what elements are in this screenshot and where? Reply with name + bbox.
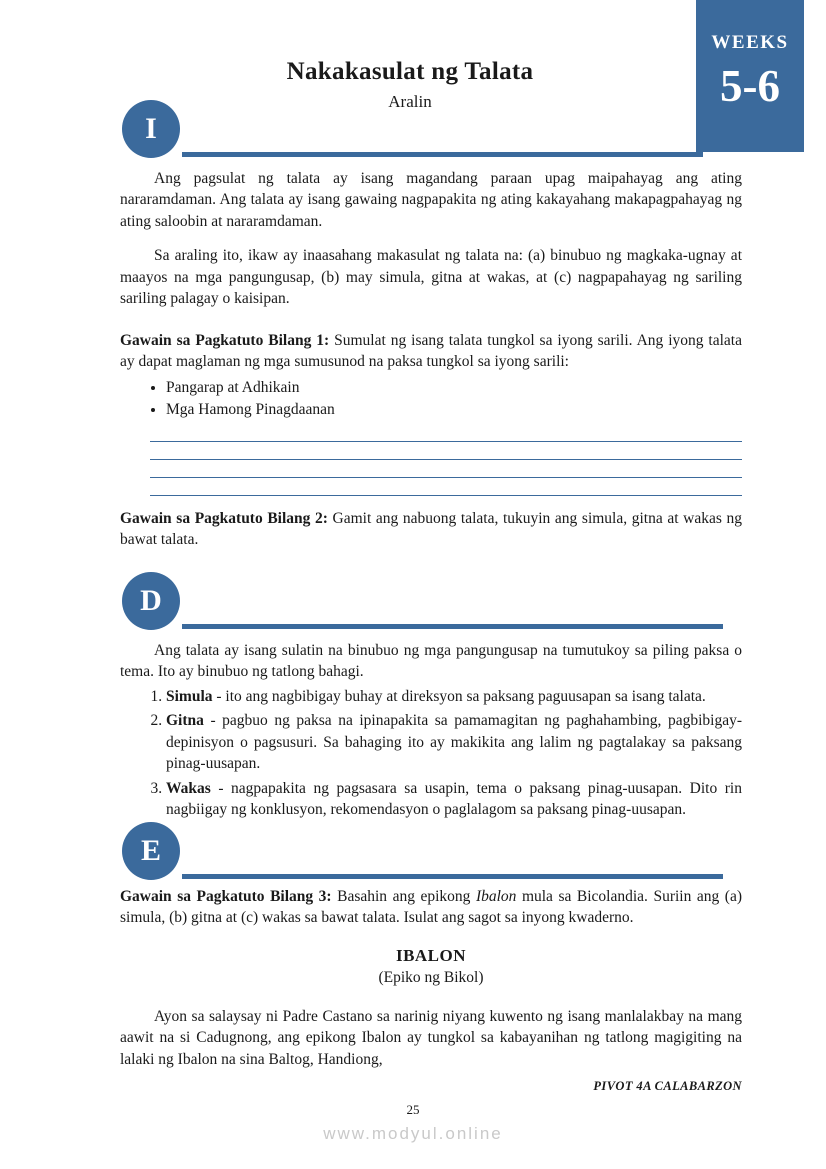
development-ordered-list [120,686,742,820]
section-rule-engagement [182,874,723,879]
task-3-text-after: mula sa Bicolandia. Suriin ang (a) simula, (b) gitna at (c) wakas sa bawat talata. Isulat ang sagot sa inyong kwaderno. [120,888,742,927]
development-term: Simula [166,688,213,705]
answer-line[interactable] [150,460,742,478]
development-definition: - ito ang nagbibigay buhay at direksyon sa paksang paguusapan sa isang talata. [212,688,706,705]
section-rule-development [182,624,723,629]
ibalon-paragraph-1: Ayon sa salaysay ni Padre Castano sa narinig niyang kuwento ng isang manlalakbay na mang aawit na si Cadugnong, ang epikong Ibalon ay tungkol sa kabayanihan ng tatlong magigiting na lalaki ng Ibalon na sina Baltog, Handiong, [120,1008,742,1068]
task-3-text-before: Basahin ang epikong [331,888,476,905]
task-3-italic-term: Ibalon [475,888,517,905]
task-1-text: Sumulat ng isang talata tungkol sa iyong sarili. Ang iyong talata ay dapat maglaman ng mga sumusunod na paksa tungkol sa iyong sarili: [120,332,742,371]
task-3-block [120,886,742,929]
weeks-label: WEEKS [711,32,789,53]
watermark: www.modyul.online [323,1124,503,1143]
development-term: Wakas [166,779,211,797]
ibalon-body [120,1006,742,1070]
page-title-block [120,58,700,112]
development-intro-paragraph: Ang talata ay isang sulatin na binubuo ng mga pangungusap na tumutukoy sa piling paksa o tema. Ito ay binubuo ng tatlong bahagi. [120,642,742,681]
development-definition: - pagbuo ng paksa na ipinapakita sa pamamagitan ng paghahambing, pagbibigay-depinisyon o pagsusuri. Sa bahaging ito ay makikita ang lalim ng pagtalakay sa paksang pinag-uusapan. [166,712,742,773]
task-1-block [120,330,742,422]
list-item [166,686,742,707]
list-item: • Mga Hamong Pinagdaanan [166,399,742,420]
footer-note: PIVOT 4A CALABARZON [593,1079,742,1093]
task-1-bullet-list [120,377,742,421]
page-subtitle: Aralin [388,92,432,111]
ibalon-subtitle: (Epiko ng Bikol) [378,969,484,987]
section-marker-introduction: I [122,100,180,158]
answer-lines[interactable] [150,424,742,496]
task-2-instruction [120,508,742,551]
introduction-paragraph-2: Sa araling ito, ikaw ay inaasahang makasulat ng talata na: (a) binubuo ng magkaka-ugnay at maayos na mga pangungusap, (b) may simula, gitna at wakas, at (c) nagpapahayag ng sariling sariling palagay o kaisipan. [120,247,742,307]
list-item [166,710,742,774]
list-item [166,778,742,821]
development-definition: - nagpapakita ng pagsasara sa usapin, tema o paksang pinag-uusapan. Dito rin nagbiigay ng konklusyon, rekomendasyon o paglalagom sa paksang pinag-uusapan. [166,779,742,818]
task-3-label: Gawain sa Pagkatuto Bilang 3: [120,888,332,905]
development-intro [120,640,742,693]
task-2-label: Gawain sa Pagkatuto Bilang 2: [120,510,328,527]
task-1-instruction [120,330,742,373]
task-1-label: Gawain sa Pagkatuto Bilang 1: [120,332,330,349]
weeks-range: 5-6 [720,61,780,111]
development-list-block [120,686,742,823]
development-term: Gitna [166,712,204,730]
task-2-text: Gamit ang nabuong talata, tukuyin ang simula, gitna at wakas ng bawat talata. [120,510,742,549]
answer-line[interactable] [150,442,742,460]
page-number: 25 [406,1102,420,1117]
list-item: • Pangarap at Adhikain [166,377,742,398]
page-title: Nakakasulat ng Talata [286,58,534,85]
task-3-instruction [120,886,742,929]
introduction-text [120,168,742,322]
section-rule-introduction [182,152,703,157]
weeks-badge [696,0,804,152]
answer-line[interactable] [150,424,742,442]
ibalon-title: IBALON [395,946,467,965]
answer-line[interactable] [150,478,742,496]
task-2-block [120,508,742,551]
section-marker-development: D [122,572,180,630]
section-marker-engagement: E [122,822,180,880]
introduction-paragraph-1: Ang pagsulat ng talata ay isang magandang paraan upag maipahayag ang ating nararamdaman. Ang talata ay isang gawaing nagpapakita ng ating kakayahang makapagpahayag ng ating saloobin at nararamdaman. [120,170,742,230]
ibalon-heading-block [120,944,742,989]
